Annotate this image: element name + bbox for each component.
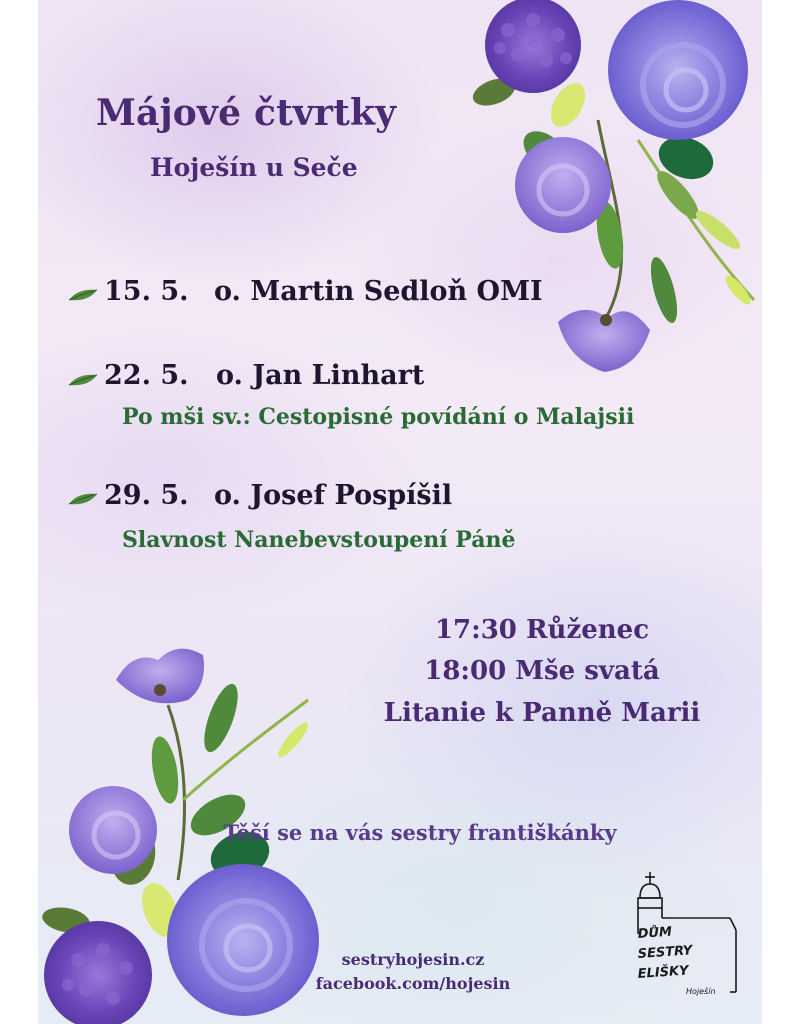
svg-text:Hoješín: Hoješín [686,987,716,996]
greeting-text: Těší se na vás sestry františkánky [223,820,617,845]
svg-text:ELIŠKY: ELIŠKY [637,963,690,982]
poster [38,0,762,1024]
event-date: 22. 5. [104,360,189,391]
svg-text:DŮM: DŮM [637,924,673,942]
leaf-bullet-icon [68,492,98,506]
schedule-rosary: 17:30 Růženec [434,615,650,645]
logo-lettering [636,918,736,1008]
event-priest: o. Martin Sedloň OMI [214,276,543,307]
leaf-bullet-icon [68,373,98,387]
schedule-mass: 18:00 Mše svatá [424,656,660,686]
leaf-bullet-icon [68,288,98,302]
schedule-litany: Litanie k Panně Marii [383,698,701,728]
facebook-link[interactable]: facebook.com/hojesin [315,974,511,993]
event-note: Slavnost Nanebevstoupení Páně [122,527,516,553]
event-note: Po mši sv.: Cestopisné povídání o Malajsii [122,404,635,430]
event-priest: o. Josef Pospíšil [214,480,453,511]
page-subtitle: Hoješín u Seče [150,153,358,182]
event-date: 15. 5. [104,276,189,307]
event-date: 29. 5. [104,480,189,511]
svg-text:SESTRY: SESTRY [637,943,693,962]
event-priest: o. Jan Linhart [216,360,425,391]
page-title: Májové čtvrtky [96,92,397,134]
website-link[interactable]: sestryhojesin.cz [341,950,485,969]
